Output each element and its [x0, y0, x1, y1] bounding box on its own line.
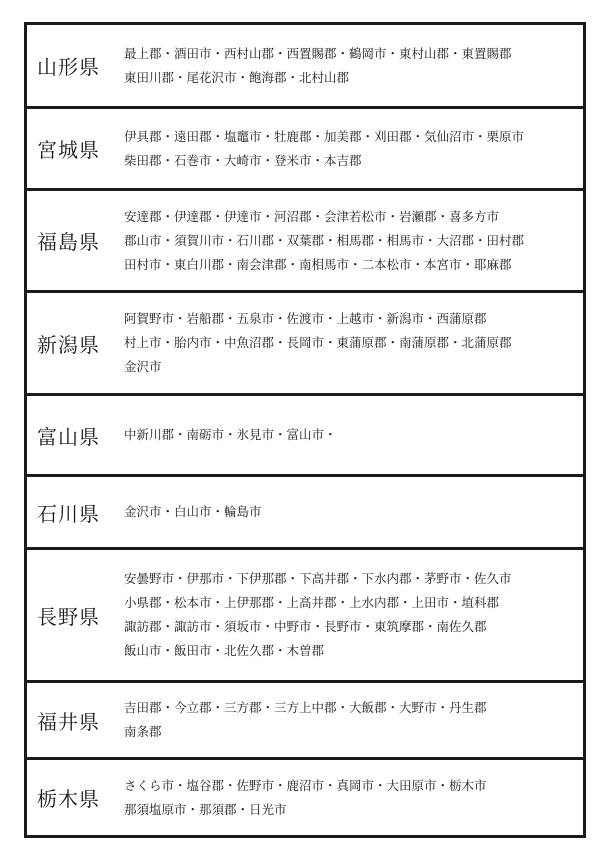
prefecture-name: 富山県: [37, 424, 100, 449]
municipality-list: [124, 500, 583, 524]
municipality-line: 田村市・東白川郡・南会津郡・南相馬市・二本松市・本宮市・耶麻郡: [124, 256, 512, 272]
municipality-list: [124, 125, 583, 173]
table-row-fukushima: [27, 191, 583, 293]
municipality-line: 飯山市・飯田市・北佐久郡・木曽郡: [124, 643, 325, 658]
municipality-line: 金沢市・白山市・輪島市: [124, 504, 262, 519]
prefecture-name: 栃木県: [37, 787, 100, 811]
municipality-line: さくら市・塩谷郡・佐野市・鹿沼市・真岡市・大田原市・栃木市: [124, 777, 487, 793]
table-row-niigata: [27, 293, 583, 396]
municipality-list: [124, 205, 583, 277]
municipality-line: 郡山市・須賀川市・石川郡・双葉郡・相馬郡・相馬市・大沼郡・田村郡: [124, 232, 525, 248]
municipality-line: 阿賀野市・岩船郡・五泉市・佐渡市・上越市・新潟市・西蒲原郡: [124, 311, 487, 326]
municipality-line: 諏訪郡・諏訪市・須坂市・中野市・長野市・東筑摩郡・南佐久郡: [124, 619, 487, 634]
municipality-line: 中新川郡・南砺市・氷見市・富山市・: [124, 427, 337, 442]
municipality-list: [124, 774, 583, 822]
table-row-ishikawa: [27, 477, 583, 550]
municipality-list: [124, 307, 583, 379]
municipality-line: 那須塩原市・那須郡・日光市: [124, 801, 287, 817]
municipality-line: 金沢市: [124, 359, 162, 374]
municipality-line: 東田川郡・尾花沢市・飽海郡・北村山郡: [124, 69, 350, 85]
table-row-miyagi: [27, 109, 583, 191]
prefecture-table: [24, 22, 586, 838]
table-row-tochigi: [27, 760, 583, 835]
municipality-line: 最上郡・酒田市・西村山郡・西置賜郡・鶴岡市・東村山郡・東置賜郡: [124, 45, 512, 61]
prefecture-name: 山形県: [37, 55, 100, 79]
municipality-line: 安曇野市・伊那市・下伊那郡・下高井郡・下水内郡・茅野市・佐久市: [124, 571, 512, 586]
prefecture-name: 宮城県: [37, 138, 100, 162]
table-row-fukui: [27, 683, 583, 760]
prefecture-name: 福島県: [37, 230, 100, 254]
municipality-line: 安達郡・伊達郡・伊達市・河沼郡・会津若松市・岩瀬郡・喜多方市: [124, 208, 500, 224]
table-row-nagano: [27, 550, 583, 683]
municipality-list: [124, 567, 583, 663]
table-row-yamagata: [27, 25, 583, 109]
municipality-line: 伊具郡・遠田郡・塩竈市・牡鹿郡・加美郡・刈田郡・気仙沼市・栗原市: [124, 128, 525, 144]
prefecture-name: 長野県: [37, 604, 100, 629]
prefecture-name: 石川県: [37, 501, 100, 526]
prefecture-name: 新潟県: [37, 332, 100, 357]
municipality-list: [124, 423, 583, 447]
municipality-list: [124, 42, 583, 90]
table-row-toyama: [27, 396, 583, 477]
municipality-line: 南条郡: [124, 724, 162, 739]
municipality-line: 小県郡・松本市・上伊那郡・上高井郡・上水内郡・上田市・埴科郡: [124, 595, 500, 610]
municipality-list: [124, 696, 583, 744]
municipality-line: 吉田郡・今立郡・三方郡・三方上中郡・大飯郡・大野市・丹生郡: [124, 700, 487, 715]
municipality-line: 柴田郡・石巻市・大崎市・登米市・本吉郡: [124, 152, 362, 168]
municipality-line: 村上市・胎内市・中魚沼郡・長岡市・東蒲原郡・南蒲原郡・北蒲原郡: [124, 335, 512, 350]
prefecture-name: 福井県: [37, 709, 100, 734]
